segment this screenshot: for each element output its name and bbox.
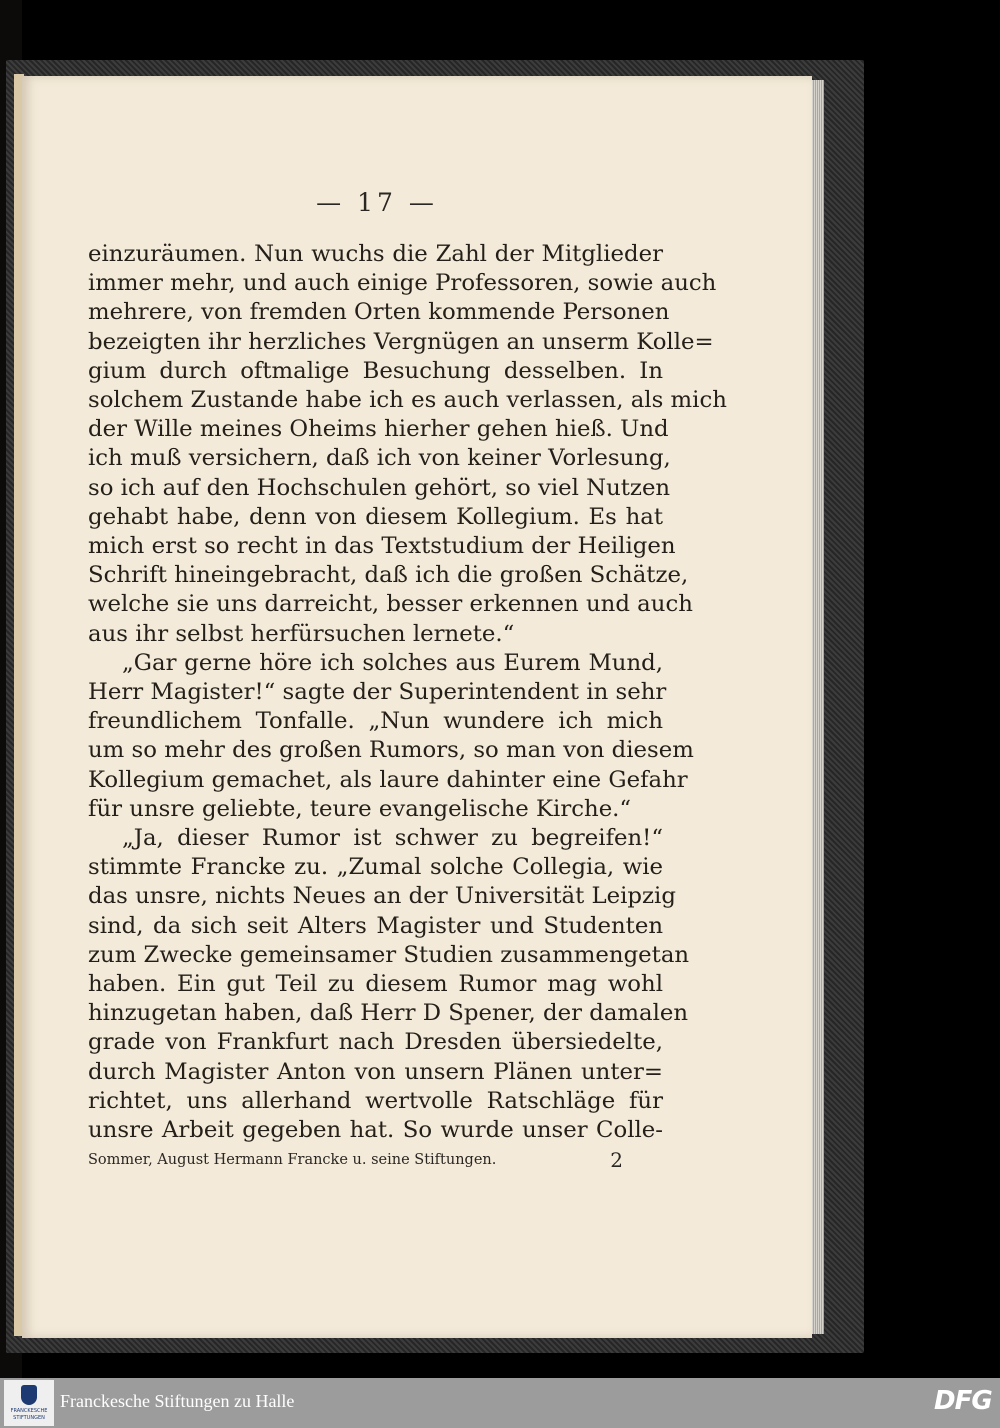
text-line: ich muß versichern, daß ich von keiner Vorlesung, (88, 445, 671, 472)
text-line: gium durch oftmalige Besuchung desselben. In (88, 357, 663, 384)
text-line: „Gar gerne höre ich solches aus Eurem Mund, (122, 649, 663, 676)
text-line: aus ihr selbst herfürsuchen lernete.“ (88, 620, 515, 647)
text-line: das unsre, nichts Neues an der Universität Leipzig (88, 883, 676, 910)
text-line: haben. Ein gut Teil zu diesem Rumor mag wohl (88, 971, 663, 998)
text-line: so ich auf den Hochschulen gehört, so viel Nutzen (88, 474, 671, 501)
text-line: solchem Zustande habe ich es auch verlassen, als mich (88, 387, 727, 414)
book-page (22, 76, 812, 1338)
body-text (88, 240, 727, 1145)
text-line: einzuräumen. Nun wuchs die Zahl der Mitglieder (88, 241, 663, 267)
text-line: sind, da sich seit Alters Magister und Studenten (88, 912, 663, 939)
page-stack-edge (812, 80, 824, 1334)
text-line: immer mehr, und auch einige Professoren, sowie auch (88, 270, 717, 297)
text-line: bezeigten ihr herzliches Vergnügen an unserm Kolle= (88, 328, 714, 355)
text-line: stimmte Francke zu. „Zumal solche Collegia, wie (88, 854, 663, 881)
franckesche-stiftungen-logo[interactable] (4, 1380, 54, 1426)
text-line: Schrift hineingebracht, daß ich die großen Schätze, (88, 562, 689, 589)
text-line: grade von Frankfurt nach Dresden übersiedelte, (88, 1029, 663, 1056)
text-line: mich erst so recht in das Textstudium der Heiligen (88, 533, 676, 560)
text-line: mehrere, von fremden Orten kommende Personen (88, 299, 670, 326)
text-line: um so mehr des großen Rumors, so man von diesem (88, 737, 694, 764)
text-line: welche sie uns darreicht, besser erkennen und auch (88, 591, 693, 618)
footer-title: Franckesche Stiftungen zu Halle (60, 1391, 295, 1411)
text-line: „Ja, dieser Rumor ist schwer zu begreifen!“ (122, 825, 663, 852)
page-footnote (88, 1148, 663, 1174)
text-line: Herr Magister!“ sagte der Superintendent in sehr (88, 679, 667, 706)
logo-text: FRANCKESCHE STIFTUNGEN (10, 1408, 48, 1421)
text-line: hinzugetan haben, daß Herr D Spener, der damalen (88, 1000, 689, 1027)
text-line: durch Magister Anton von unsern Plänen unter= (88, 1058, 663, 1085)
text-line: gehabt habe, denn von diesem Kollegium. Es hat (88, 503, 663, 530)
page-number: — 17 — (316, 188, 438, 217)
text-line: zum Zwecke gemeinsamer Studien zusammengetan (88, 941, 690, 968)
text-line: richtet, uns allerhand wertvolle Ratschläge für (88, 1087, 663, 1114)
text-line: unsre Arbeit gegeben hat. So wurde unser Colle- (88, 1117, 663, 1144)
viewer-footer-bar (0, 1378, 1000, 1428)
text-line: der Wille meines Oheims hierher gehen hieß. Und (88, 416, 669, 443)
text-line: für unsre geliebte, teure evangelische Kirche.“ (88, 795, 632, 822)
signature-mark: 2 (610, 1148, 623, 1172)
crest-icon (21, 1385, 37, 1405)
text-line: Kollegium gemachet, als laure dahinter eine Gefahr (88, 766, 688, 793)
text-line: freundlichem Tonfalle. „Nun wundere ich mich (88, 708, 663, 735)
footnote-text: Sommer, August Hermann Francke u. seine Stiftungen. (88, 1152, 497, 1168)
dfg-logo[interactable]: DFG (934, 1386, 992, 1416)
